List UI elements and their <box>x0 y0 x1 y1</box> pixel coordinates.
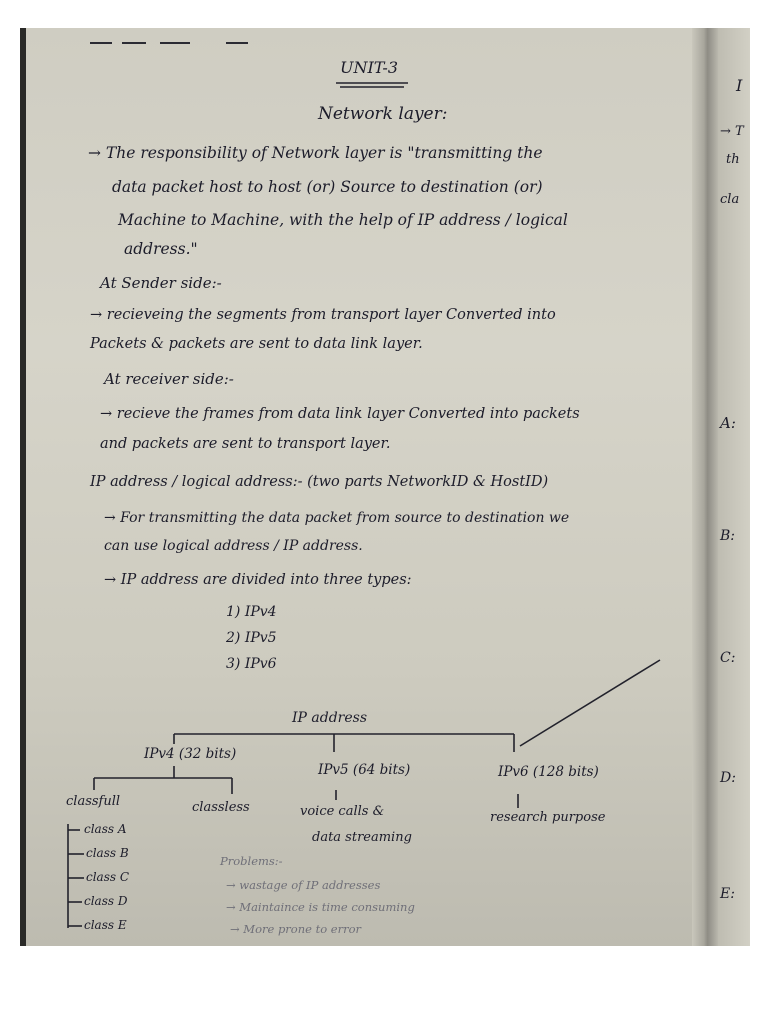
notebook-spine <box>692 28 718 946</box>
adjacent-marker: E: <box>720 886 735 902</box>
type-item: 1) IPv4 <box>226 604 277 620</box>
type-item: 3) IPv6 <box>226 656 277 672</box>
class-item: class D <box>84 894 128 908</box>
receiver-line: → recieve the frames from data link layer Converted into packets <box>100 406 580 422</box>
tree-classless: classless <box>192 800 250 815</box>
sender-line: → recieveing the segments from transport layer Converted into <box>90 307 556 323</box>
adjacent-marker: A: <box>720 414 736 432</box>
class-item: class E <box>84 918 127 932</box>
intro-line: → The responsibility of Network layer is "transmitting the <box>88 144 543 162</box>
ip-line: can use logical address / IP address. <box>104 538 363 554</box>
receiver-heading: At receiver side:- <box>104 370 234 388</box>
page-title: Network layer: <box>318 104 448 124</box>
ip-address-tree-lines <box>20 28 750 946</box>
types-intro: → IP address are divided into three types: <box>104 572 412 588</box>
intro-line: address." <box>124 240 198 258</box>
class-item: class A <box>84 822 127 836</box>
ip-heading: IP address / logical address:- (two parts NetworkID & HostID) <box>90 474 549 490</box>
problem-item: → wastage of IP addresses <box>226 878 381 892</box>
ipv6-use: research purpose <box>490 810 606 825</box>
adjacent-fragment: cla <box>720 192 740 207</box>
tree-ipv4: IPv4 (32 bits) <box>144 746 237 762</box>
sender-line: Packets & packets are sent to data link layer. <box>90 336 423 352</box>
tree-ipv5: IPv5 (64 bits) <box>318 762 411 778</box>
class-item: class B <box>86 846 129 860</box>
tree-ipv6: IPv6 (128 bits) <box>498 764 599 780</box>
problem-item: → More prone to error <box>230 922 362 936</box>
unit-heading: UNIT-3 <box>340 58 398 77</box>
receiver-line: and packets are sent to transport layer. <box>100 436 391 452</box>
intro-line: data packet host to host (or) Source to destination (or) <box>112 178 543 196</box>
tree-classful: classfull <box>66 794 121 809</box>
ipv5-use: data streaming <box>312 830 412 845</box>
ipv5-use: voice calls & <box>300 804 385 819</box>
adjacent-fragment: → T <box>720 124 744 139</box>
adjacent-fragment: th <box>726 152 740 167</box>
type-item: 2) IPv5 <box>226 630 277 646</box>
problems-heading: Problems:- <box>220 854 283 868</box>
notebook-photo <box>20 28 750 946</box>
adjacent-marker: B: <box>720 528 736 544</box>
intro-line: Machine to Machine, with the help of IP address / logical <box>118 211 568 229</box>
tree-root: IP address <box>292 710 368 726</box>
class-item: class C <box>86 870 130 884</box>
sender-heading: At Sender side:- <box>100 274 222 292</box>
ip-line: → For transmitting the data packet from source to destination we <box>104 510 570 526</box>
adjacent-marker: D: <box>720 770 736 786</box>
adjacent-page-letter: I <box>736 76 743 95</box>
problem-item: → Maintaince is time consuming <box>226 900 415 914</box>
adjacent-marker: C: <box>720 650 736 666</box>
